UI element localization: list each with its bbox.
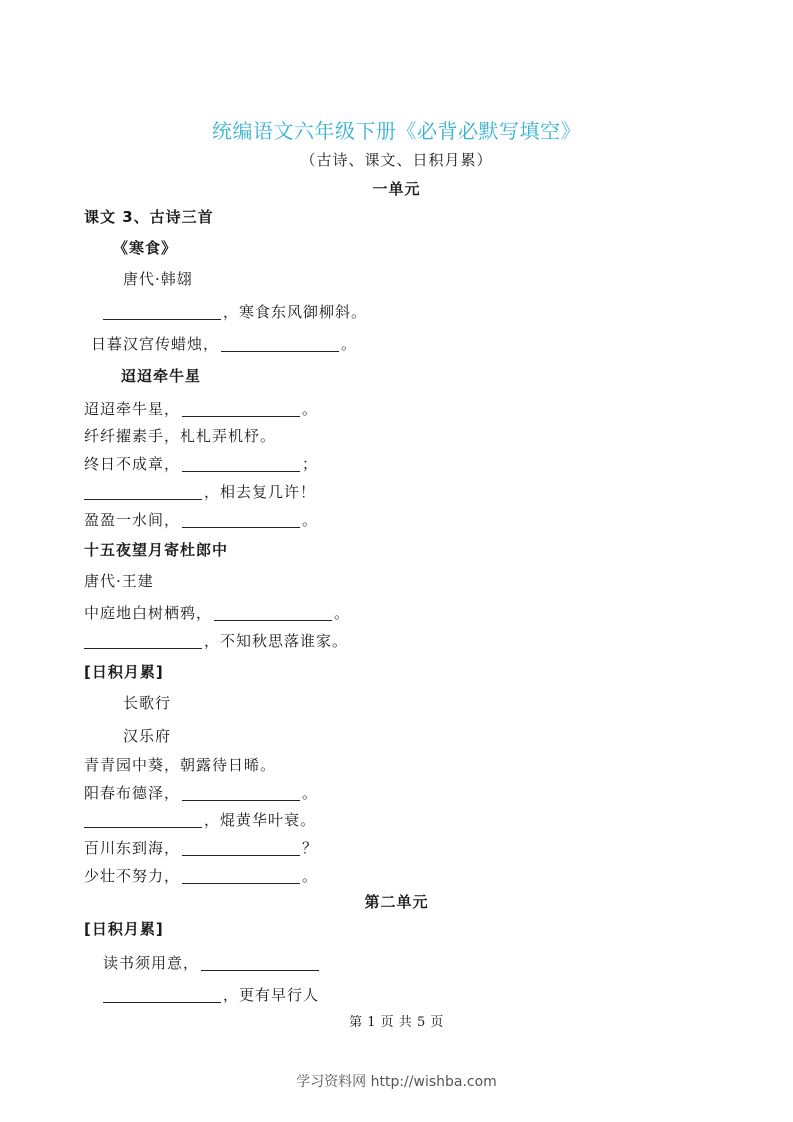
poem-4-line-5: 少壮不努力， 。 — [84, 867, 319, 885]
fill-blank[interactable] — [182, 526, 300, 528]
accumulation-heading-1: [日积月累] — [84, 663, 164, 681]
fill-blank[interactable] — [182, 854, 300, 856]
fill-blank[interactable] — [84, 826, 202, 828]
reading-line-2: ，更有早行人 — [103, 985, 319, 1005]
poem-4-line-3: ，焜黄华叶衰。 — [84, 810, 316, 830]
poem-3-title: 十五夜望月寄杜郎中 — [84, 541, 229, 559]
poem-1-author: 唐代·韩翃 — [123, 270, 193, 288]
watermark-text: 学习资料网 http://wishba.com — [296, 1074, 497, 1090]
poem-4-line-2: 阳春布德泽， 。 — [84, 784, 319, 802]
lesson-3-heading: 课文 3、古诗三首 — [84, 208, 214, 226]
unit-2-heading: 第二单元 — [364, 893, 429, 911]
poem-1-line-1: ，寒食东风御柳斜。 — [101, 302, 367, 322]
poem-4-line-4: 百川东到海， ？ — [84, 839, 319, 857]
document-title: 统编语文六年级下册《必背必默写填空》 — [212, 119, 581, 143]
poem-2-title: 迢迢牵牛星 — [121, 367, 202, 385]
poem-2-line-1: 迢迢牵牛星， 。 — [84, 400, 319, 418]
poem-2-line-4: ，相去复几许！ — [84, 482, 316, 502]
poem-1-title: 《寒食》 — [113, 239, 178, 257]
poem-4-line-1: 青青园中葵，朝露待日晞。 — [84, 756, 277, 774]
fill-blank[interactable] — [103, 1001, 221, 1003]
fill-blank[interactable] — [103, 318, 221, 320]
poem-4-title: 长歌行 — [123, 694, 172, 712]
fill-blank[interactable] — [182, 799, 300, 801]
poem-1-line-2: 日暮汉宫传蜡烛， 。 — [91, 335, 358, 353]
poem-3-author: 唐代·王建 — [84, 572, 154, 590]
fill-blank[interactable] — [182, 882, 300, 884]
fill-blank[interactable] — [84, 647, 202, 649]
poem-3-line-1: 中庭地白树栖鸦， 。 — [84, 604, 351, 622]
fill-blank[interactable] — [201, 969, 319, 971]
fill-blank[interactable] — [182, 470, 300, 472]
fill-blank[interactable] — [221, 350, 339, 352]
fill-blank[interactable] — [214, 619, 332, 621]
accumulation-heading-2: [日积月累] — [84, 920, 164, 938]
poem-2-line-2: 纤纤擢素手，札札弄机杼。 — [84, 427, 277, 445]
poem-3-line-2: ，不知秋思落谁家。 — [84, 631, 348, 651]
fill-blank[interactable] — [182, 415, 300, 417]
fill-blank[interactable] — [84, 498, 202, 500]
poem-2-line-5: 盈盈一水间， 。 — [84, 511, 319, 529]
reading-line-1: 读书须用意， — [103, 953, 321, 973]
document-subtitle: （古诗、课文、日积月累） — [300, 151, 493, 169]
poem-2-line-3: 终日不成章， ； — [84, 455, 319, 473]
unit-1-heading: 一单元 — [372, 180, 421, 198]
poem-4-author: 汉乐府 — [123, 727, 172, 745]
page-number-footer: 第 1 页 共 5 页 — [349, 1015, 444, 1030]
